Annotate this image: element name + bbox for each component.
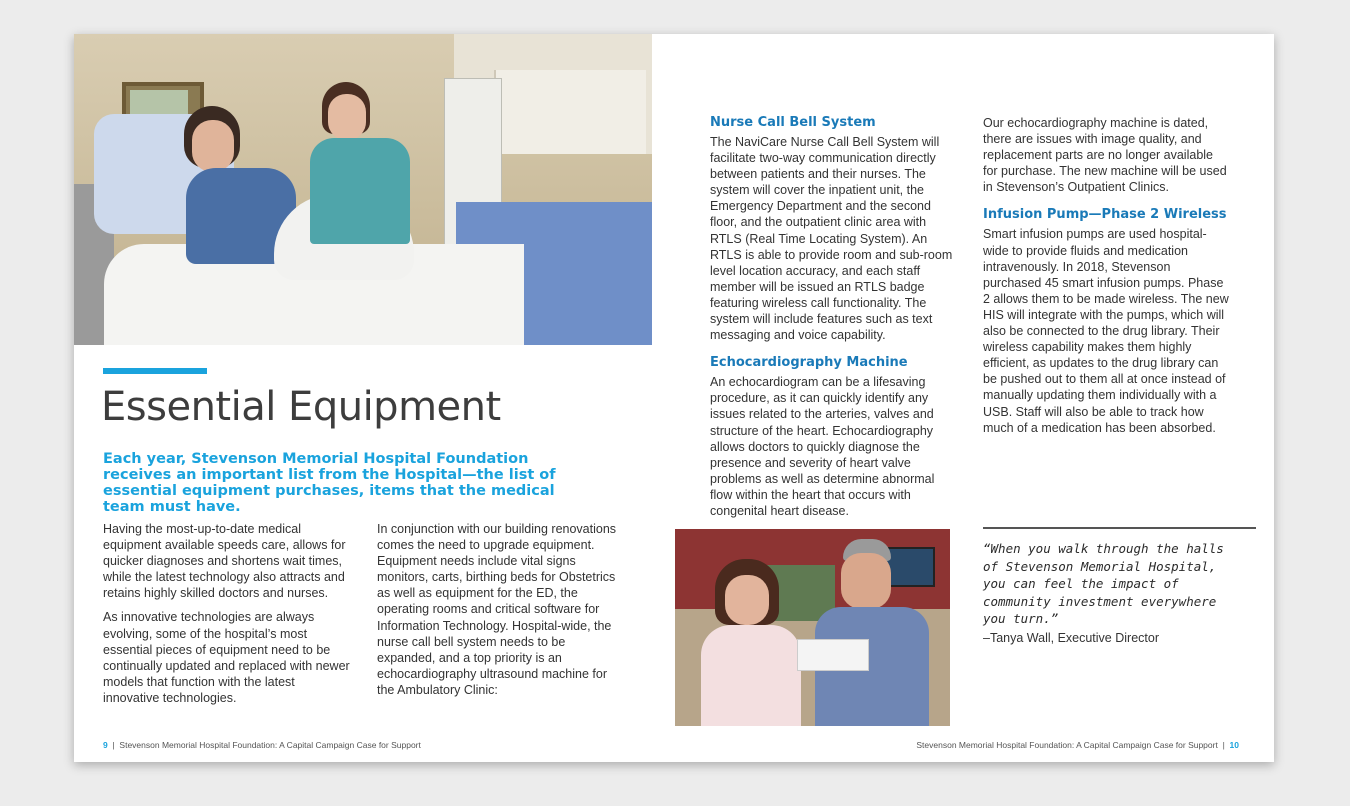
page-number: 10 <box>1229 740 1239 750</box>
folio-text: Stevenson Memorial Hospital Foundation: A Capital Campaign Case for Support <box>916 740 1218 750</box>
lead-paragraph: Each year, Stevenson Memorial Hospital Foundation receives an important list from the Hospital—the list of essential equipment purchases, items that the medical team must have. <box>103 451 556 515</box>
right-column-1 <box>710 115 958 527</box>
section-text: The NaviCare Nurse Call Bell System will facilitate two-way communication directly between patients and their nurses. The system will cover the inpatient unit, the Emergency Department and the second floor, and the outpatient clinic area with RTLS (Real Time Locating System). An RTLS is able to provide room and sub-room level location accuracy, and each staff member will be issued an RTLS badge featuring wireless call functionality. The system will include features such as text messaging and voice capability. <box>710 135 953 343</box>
title-accent-rule <box>103 368 207 374</box>
left-page <box>74 34 652 762</box>
body-column-1 <box>103 521 353 714</box>
photo-cheque-presentation <box>675 529 950 726</box>
body-paragraph: As innovative technologies are always evolving, some of the hospital’s most essential pieces of equipment need to be continually updated and replaced with newer models that function with the latest innovative technologies. <box>103 610 350 705</box>
folio-separator: | <box>112 740 115 750</box>
quote-attribution: –Tanya Wall, Executive Director <box>983 631 1159 645</box>
section-text: Our echocardiography machine is dated, there are issues with image quality, and replacement parts are no longer available for purchase. The new machine will be used in Stevenson’s Outpatient Clinics. <box>983 116 1227 195</box>
page-title: Essential Equipment <box>101 384 501 430</box>
section-text: An echocardiogram can be a lifesaving procedure, as it can quickly identify any issues related to the arteries, valves and structure of the heart. Echocardiography allows doctors to quickly diagnose the presence and severity of heart valve problems as well as determine abnormal flow within the heart that occurs with congenital heart disease. <box>710 375 935 518</box>
photo-patient-and-nurse <box>74 34 652 345</box>
document-spread <box>74 34 1274 762</box>
section-heading: Nurse Call Bell System <box>710 115 876 130</box>
section-text: Smart infusion pumps are used hospital-wide to provide fluids and medication intravenously. In 2018, Stevenson purchased 45 smart infusion pumps. Phase 2 allows them to be made wireless. The new HIS will integrate with the pumps, which will also be connected to the drug library. Their wireless capability makes them highly efficient, as updates to the drug library can be pushed out to them all at once instead of manually updating them individually with a USB. Staff will also be able to track how much of a medication has been absorbed. <box>983 227 1229 435</box>
body-paragraph: In conjunction with our building renovations comes the need to upgrade equipment. Equipment needs include vital signs monitors, carts, birthing beds for Obstetrics as well as equipment for the ED, the operating rooms and critical software for Information Technology. Hospital-wide, the nurse call bell system needs to be expanded, and a top priority is an echocardiography ultrasound machine for the Ambulatory Clinic: <box>377 522 617 697</box>
left-folio <box>103 740 421 750</box>
body-paragraph: Having the most-up-to-date medical equipment available speeds care, allows for quicker diagnoses and shortens wait times, while the latest technology also attracts and retains highly skilled doctors and nurses. <box>103 522 346 601</box>
right-column-2 <box>983 115 1231 444</box>
body-column-2 <box>377 521 627 706</box>
right-page <box>652 34 1274 762</box>
section-heading: Infusion Pump—Phase 2 Wireless <box>983 207 1227 223</box>
pull-quote: “When you walk through the halls of Stevenson Memorial Hospital, you can feel the impact of community investment everywhere you turn.” <box>983 541 1224 626</box>
page-number: 9 <box>103 740 108 750</box>
folio-separator: | <box>1222 740 1225 750</box>
section-heading: Echocardiography Machine <box>710 355 908 371</box>
folio-text: Stevenson Memorial Hospital Foundation: A Capital Campaign Case for Support <box>119 740 421 750</box>
right-folio <box>916 740 1239 750</box>
quote-divider <box>983 527 1256 529</box>
